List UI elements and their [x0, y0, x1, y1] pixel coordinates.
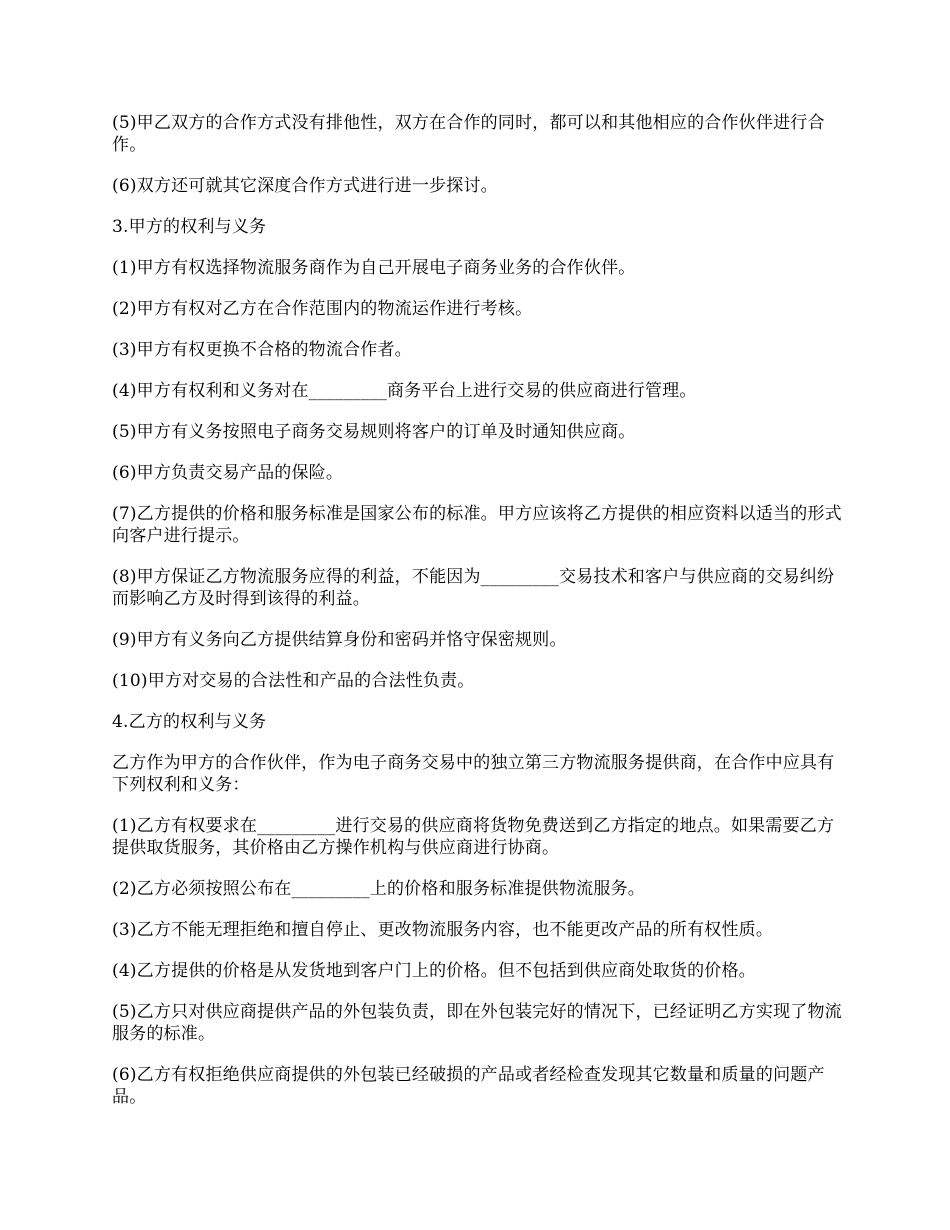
document-page: [112, 112, 842, 1108]
paragraph-party-a-1: (1)甲方有权选择物流服务商作为自己开展电子商务业务的合作伙伴。: [112, 258, 636, 278]
paragraph-party-b-1: (1)乙方有权要求在_________进行交易的供应商将货物免费送到乙方指定的地点。如果需要乙方提供取货服务，其价格由乙方操作机构与供应商进行协商。: [112, 816, 835, 858]
paragraph-party-b-4: (4)乙方提供的价格是从发货地到客户门上的价格。但不包括到供应商处取货的价格。: [112, 961, 756, 981]
paragraph-party-a-5: (5)甲方有义务按照电子商务交易规则将客户的订单及时通知供应商。: [112, 422, 636, 442]
section-heading-party-b: 4.乙方的权利与义务: [112, 712, 267, 732]
paragraph-party-b-6: (6)乙方有权拒绝供应商提供的外包装已经破损的产品或者经检查发现其它数量和质量的问题产品。: [112, 1065, 825, 1107]
paragraph-cooperation-6: (6)双方还可就其它深度合作方式进行进一步探讨。: [112, 176, 498, 196]
paragraph-party-a-4: (4)甲方有权利和义务对在_________商务平台上进行交易的供应商进行管理。: [112, 381, 697, 401]
paragraph-party-b-3: (3)乙方不能无理拒绝和擅自停止、更改物流服务内容，也不能更改产品的所有权性质。: [112, 920, 774, 940]
section-heading-party-a: 3.甲方的权利与义务: [112, 217, 267, 237]
paragraph-party-a-6: (6)甲方负责交易产品的保险。: [112, 463, 344, 483]
paragraph-party-a-3: (3)甲方有权更换不合格的物流合作者。: [112, 340, 412, 360]
paragraph-party-a-2: (2)甲方有权对乙方在合作范围内的物流运作进行考核。: [112, 299, 533, 319]
paragraph-party-b-intro: 乙方作为甲方的合作伙伴，作为电子商务交易中的独立第三方物流服务提供商，在合作中应具有下列权利和义务：: [112, 753, 835, 795]
paragraph-party-b-5: (5)乙方只对供应商提供产品的外包装负责，即在外包装完好的情况下，已经证明乙方实现了物流服务的标准。: [112, 1002, 842, 1044]
paragraph-party-a-10: (10)甲方对交易的合法性和产品的合法性负责。: [112, 671, 475, 691]
paragraph-party-a-8: (8)甲方保证乙方物流服务应得的利益，不能因为_________交易技术和客户与供应商的交易纠纷而影响乙方及时得到该得的利益。: [112, 567, 835, 609]
paragraph-party-a-9: (9)甲方有义务向乙方提供结算身份和密码并恪守保密规则。: [112, 630, 567, 650]
paragraph-cooperation-5: (5)甲乙双方的合作方式没有排他性，双方在合作的同时，都可以和其他相应的合作伙伴进行合作。: [112, 113, 825, 155]
paragraph-party-a-7: (7)乙方提供的价格和服务标准是国家公布的标准。甲方应该将乙方提供的相应资料以适当的形式向客户进行提示。: [112, 504, 842, 546]
paragraph-party-b-2: (2)乙方必须按照公布在_________上的价格和服务标准提供物流服务。: [112, 879, 645, 899]
